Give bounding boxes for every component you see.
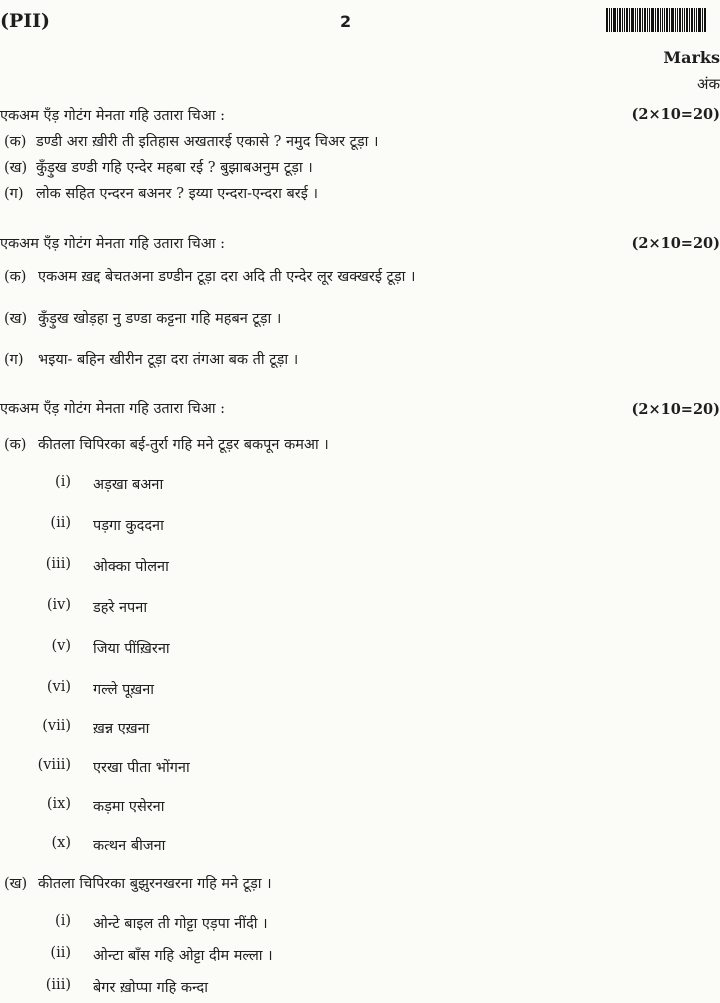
barcode-stripe bbox=[611, 8, 612, 32]
list-item: बेगर ख़ोप्पा गहि कन्दा bbox=[93, 980, 208, 996]
barcode-stripe bbox=[698, 8, 701, 32]
part-label: (ख) bbox=[4, 160, 28, 176]
marks-heading: Marks bbox=[663, 48, 720, 67]
part-text: कुँड़ुख खोड़हा नु डण्डा कट्टना गहि महबन टूड़ा । bbox=[38, 311, 282, 327]
item-number: (vii) bbox=[42, 718, 71, 734]
part-text: डण्डी अरा ख़ीरी ती इतिहास अखतारई एकासे ? नमुद चिअर टूड़ा । bbox=[36, 134, 379, 150]
item-number: (ix) bbox=[46, 796, 71, 812]
barcode-stripe bbox=[629, 8, 630, 32]
part-label: (क) bbox=[4, 134, 27, 150]
list-item: ओक्का पोलना bbox=[93, 559, 169, 575]
item-number: (x) bbox=[51, 835, 71, 851]
part-label: (क) bbox=[4, 437, 27, 453]
paper-code: (PII) bbox=[0, 10, 51, 32]
barcode-stripe bbox=[622, 8, 623, 32]
barcode-stripe bbox=[684, 8, 685, 32]
barcode-stripe bbox=[691, 8, 693, 32]
item-number: (i) bbox=[55, 913, 71, 929]
item-number: (vi) bbox=[46, 679, 71, 695]
item-number: (ii) bbox=[50, 945, 71, 961]
list-item: डहरे नपना bbox=[93, 600, 148, 616]
barcode-stripe bbox=[679, 8, 681, 32]
barcode-stripe bbox=[642, 8, 643, 32]
question-3-instruction: एकअम एँड़ गोटंग मेनता गहि उतारा चिआ : bbox=[0, 401, 226, 417]
part-label: (क) bbox=[4, 269, 27, 285]
question-1-part-ka bbox=[4, 131, 379, 151]
item-number: (iii) bbox=[45, 977, 71, 993]
barcode-stripe bbox=[649, 8, 650, 32]
barcode-stripe bbox=[669, 8, 670, 32]
list-item: ख़न्न एख़ना bbox=[93, 721, 150, 737]
barcode-stripe bbox=[664, 8, 665, 32]
question-1-marks: (2×10=20) bbox=[631, 106, 720, 123]
list-item: कत्थन बीजना bbox=[93, 838, 166, 854]
barcode-stripe bbox=[619, 8, 621, 32]
barcode-stripe bbox=[662, 8, 663, 32]
question-2-part-ga bbox=[4, 349, 298, 369]
barcode-stripe bbox=[660, 8, 661, 32]
barcode-stripe bbox=[657, 8, 659, 32]
part-label: (ख) bbox=[4, 876, 28, 892]
barcode-stripe bbox=[647, 8, 648, 32]
barcode-stripe bbox=[626, 8, 628, 32]
part-text: कीतला चिपिरका बई-तुर्रा गहि मने टूड़र बकपून कमआ । bbox=[38, 437, 329, 453]
barcode-stripe bbox=[686, 8, 688, 32]
barcode-stripe bbox=[696, 8, 697, 32]
list-item: ओन्टे बाइल ती गोट्टा एड़पा नींदी । bbox=[93, 916, 268, 932]
part-text: कुँड़ुख डण्डी गहि एन्देर महबा रई ? बुझाबअनुम टूड़ा । bbox=[36, 160, 313, 176]
barcode-stripe bbox=[677, 8, 678, 32]
part-text: कीतला चिपिरका बुझुरनखरना गहि मने टूड़ा । bbox=[38, 876, 272, 892]
list-item: गल्ले पूख़ना bbox=[93, 682, 155, 698]
list-item: जिया पींख़िरना bbox=[93, 641, 170, 657]
marks-heading-hindi: अंक bbox=[697, 75, 720, 93]
barcode-stripe bbox=[609, 8, 610, 32]
barcode-stripe bbox=[606, 8, 608, 32]
list-item: कड़मा एसेरना bbox=[93, 799, 165, 815]
barcode-stripe bbox=[624, 8, 625, 32]
barcode-stripe bbox=[651, 8, 654, 32]
part-text: एकअम ख़द्द बेचतअना डण्डीन टूड़ा दरा अदि ती एन्देर लूर खक्खरई टूड़ा । bbox=[38, 269, 416, 285]
barcode-stripe bbox=[671, 8, 674, 32]
barcode-icon bbox=[606, 8, 720, 32]
barcode-stripe bbox=[617, 8, 618, 32]
barcode-stripe bbox=[639, 8, 641, 32]
list-item: एरखा पीता भोंगना bbox=[93, 760, 190, 776]
question-3-part-kha bbox=[4, 873, 272, 893]
barcode-stripe bbox=[682, 8, 683, 32]
list-item: पड़गा कुददना bbox=[93, 518, 164, 534]
question-1-part-ga bbox=[4, 183, 318, 203]
barcode-stripe bbox=[644, 8, 646, 32]
item-number: (iii) bbox=[45, 556, 71, 572]
barcode-stripe bbox=[655, 8, 656, 32]
barcode-stripe bbox=[694, 8, 695, 32]
list-item: ओन्टा बाँस गहि ओट्टा दीम मल्ला । bbox=[93, 948, 273, 964]
barcode-stripe bbox=[675, 8, 676, 32]
barcode-stripe bbox=[637, 8, 638, 32]
item-number: (v) bbox=[51, 638, 71, 654]
list-item: अड़खा बअना bbox=[93, 477, 164, 493]
part-text: भइया- बहिन खीरीन टूड़ा दरा तंगआ बक ती टूड़ा । bbox=[38, 352, 299, 368]
barcode-stripe bbox=[689, 8, 690, 32]
item-number: (ii) bbox=[50, 515, 71, 531]
question-1-instruction: एकअम एँड़ गोटंग मेनता गहि उतारा चिआ : bbox=[0, 108, 226, 124]
question-2-part-ka bbox=[4, 266, 415, 286]
part-text: लोक सहित एन्दरन बअनर ? इय्या एन्दरा-एन्दरा बरई । bbox=[36, 186, 318, 202]
question-2-part-kha bbox=[4, 308, 281, 328]
barcode-stripe bbox=[666, 8, 668, 32]
question-2-marks: (2×10=20) bbox=[631, 235, 720, 252]
barcode-stripe bbox=[704, 8, 706, 32]
question-3-marks: (2×10=20) bbox=[631, 401, 720, 418]
barcode-stripe bbox=[613, 8, 616, 32]
part-label: (ग) bbox=[4, 186, 24, 202]
item-number: (iv) bbox=[46, 597, 71, 613]
item-number: (i) bbox=[55, 474, 71, 490]
question-1-part-kha bbox=[4, 157, 313, 177]
part-label: (ग) bbox=[4, 352, 24, 368]
part-label: (ख) bbox=[4, 311, 28, 327]
question-3-part-ka bbox=[4, 434, 329, 454]
barcode-stripe bbox=[631, 8, 634, 32]
question-2-instruction: एकअम एँड़ गोटंग मेनता गहि उतारा चिआ : bbox=[0, 236, 226, 252]
page-number: 2 bbox=[340, 12, 352, 31]
barcode-stripe bbox=[702, 8, 703, 32]
barcode-stripe bbox=[635, 8, 636, 32]
item-number: (viii) bbox=[37, 757, 71, 773]
